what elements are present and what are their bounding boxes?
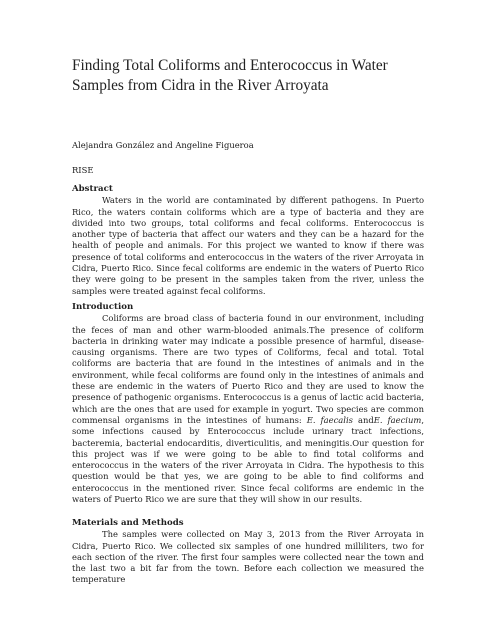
species-faecalis: E. faecalis xyxy=(306,414,353,425)
introduction-heading: Introduction xyxy=(72,302,134,312)
abstract-section xyxy=(72,184,424,297)
species-faecium: E. faecium xyxy=(373,414,422,425)
abstract-heading: Abstract xyxy=(72,184,113,194)
abstract-body: Waters in the world are contaminated by different pathogens. In Puerto Rico, the waters contain coliforms which are a type of bacteria and they are divided into two groups, total coliforms and fecal coliforms. Enterococcus is another type of bacteria that affect our waters and they can be a hazard for the health of people and animals. For this project we wanted to know if there was presence of total coliforms and enterococcus in the waters of the river Arroyata in Cidra, Puerto Rico. Since fecal coliforms are endemic in the waters of Puerto Rico they were going to be present in the samples taken from the river, unless the samples were treated against fecal coliforms. xyxy=(72,195,424,296)
methods-section xyxy=(72,518,424,586)
introduction-body xyxy=(72,313,424,505)
intro-text-part1: Coliforms are broad class of bacteria found in our environment, including the feces of man and other warm-blooded animals.The presence of coliform bacteria in drinking water may indicate a possible presence of harmful, disease-causing organisms. There are two types of Coliforms, fecal and total. Total coliforms are bacteria that are found in the intestines of animals and in the environment, while fecal coliforms are found only in the intestines of animals and these are endemic in the waters of Puerto Rico and they are used to know the presence of pathogenic organisms. Enterococcus is a genus of lactic acid bacteria, which are the ones that are used for example in yogurt. Two species are common commensal organisms in the intestines of humans: xyxy=(72,313,424,425)
affiliation: RISE xyxy=(72,165,94,175)
intro-text-part2: , some infections caused by Enterococcus include urinary tract infections, bacteremia, bacterial endocarditis, diverticulitis, and meningitis.Our question for this project was if we were going to be able to find total coliforms and enterococcus in the waters of the river Arroyata in Cidra. The hypothesis to this question would be that yes, we are going to be able to find coliforms and enterococcus in the mentioned river. Since fecal coliforms are endemic in the waters of Puerto Rico we are sure that they will show in our results. xyxy=(72,414,424,505)
methods-body: The samples were collected on May 3, 2013 from the River Arroyata in Cidra, Puerto Rico. We collected six samples of one hundred milliliters, two for each section of the river. The first four samples were collected near the town and the last two a bit far from the town. Before each collection we measured the temperature xyxy=(72,529,424,585)
intro-connector: and xyxy=(352,414,374,425)
methods-heading: Materials and Methods xyxy=(72,518,184,528)
title-block xyxy=(72,56,424,96)
introduction-section xyxy=(72,302,424,505)
paper-title: Finding Total Coliforms and Enterococcus in Water Samples from Cidra in the River Arroyata xyxy=(72,57,388,94)
authors: Alejandra González and Angeline Figueroa xyxy=(72,140,254,150)
